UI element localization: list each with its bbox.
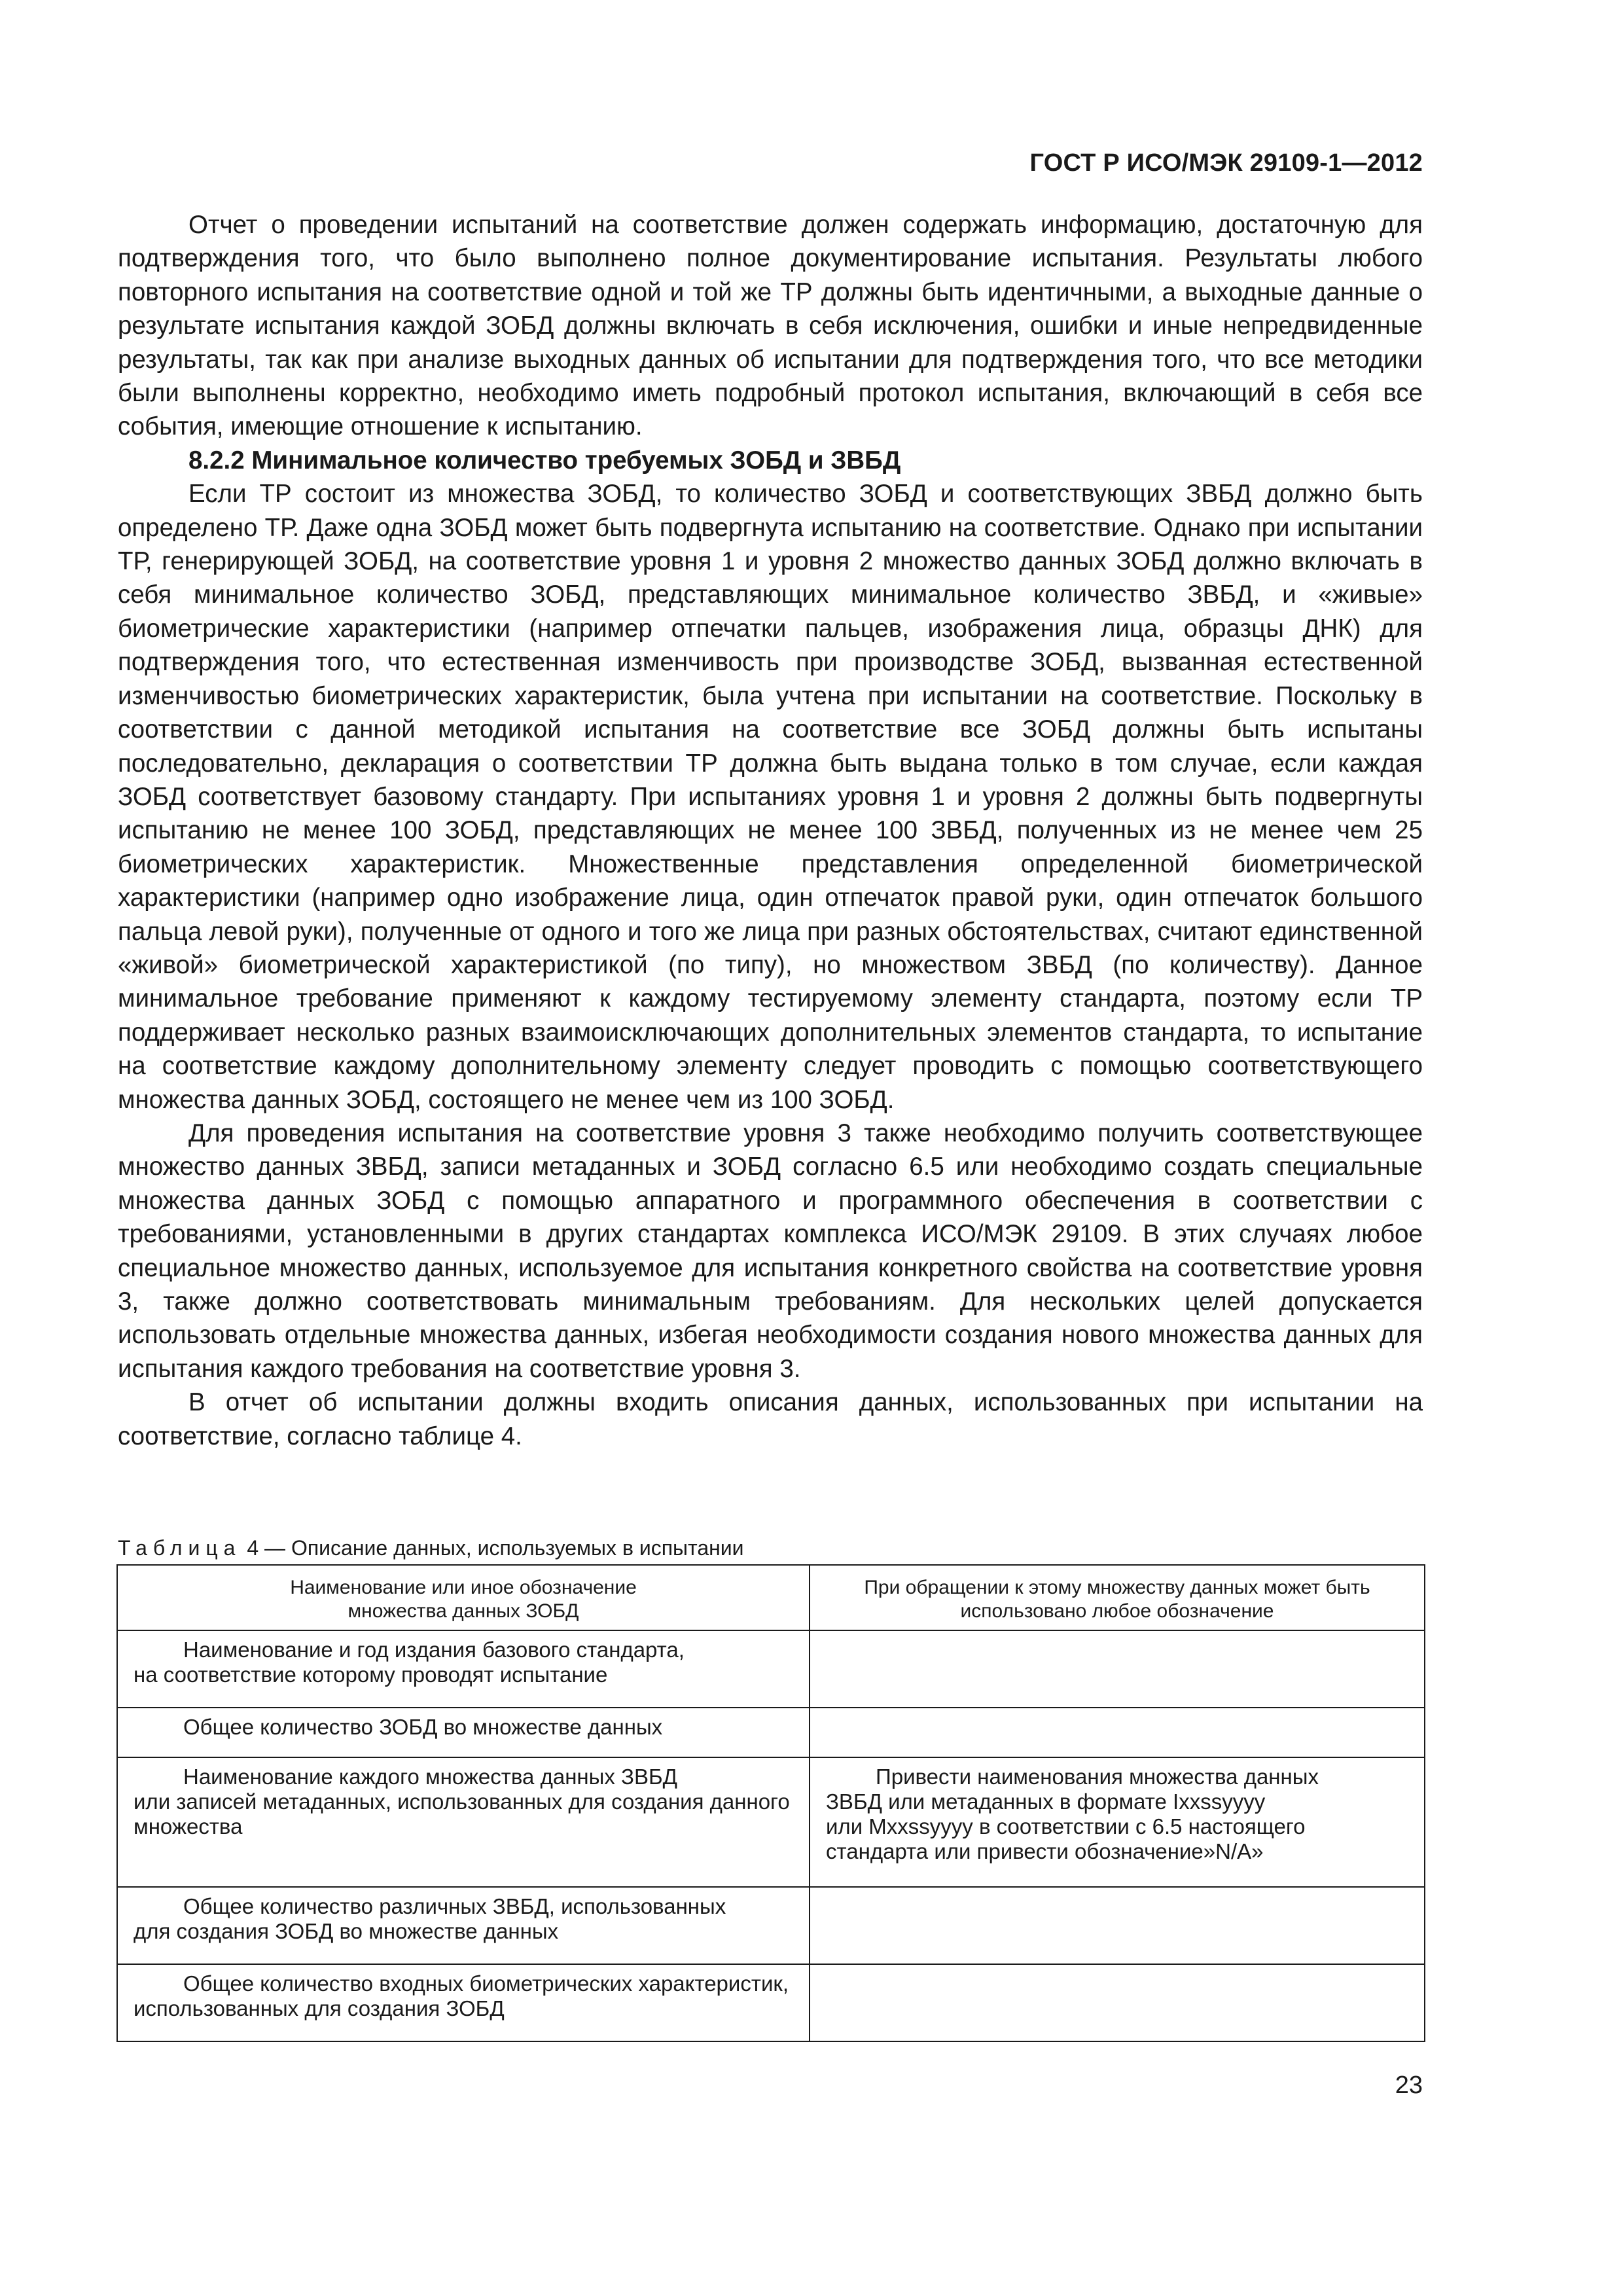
paragraph-minimum-quantity: Если ТР состоит из множества ЗОБД, то количество ЗОБД и соответствующих ЗВБД должно быть определено ТР. Даже одна ЗОБД может быть подвергнута испытанию на соответствие. Однако при испытании ТР, генерирующей ЗОБД, на соответствие уровня 1 и уровня 2 множество данных ЗОБД должно включать в себя минимальное количество ЗОБД, представляющих минимальное количество ЗВБД, и «живые» биометрические характеристики (например отпечатки пальцев, изображения лица, образцы ДНК) для подтверждения того, что естественная изменчивость при производстве ЗОБД, вызванная естественной изменчивостью биометрических характеристик, была учтена при испытании на соответствие. Поскольку в соответствии с данной методикой испытания на соответствие все ЗОБД должны быть испытаны последовательно, декларация о соответствии ТР должна быть выдана только в том случае, если каждая ЗОБД соответствует базовому стандарту. При испытаниях уровня 1 и уровня 2 должны быть подвергнуты испытанию не менее 100 ЗОБД, представляющих не менее 100 ЗВБД, полученных из не менее чем 25 биометрических характеристик. Множественные представления определенной биометрической характеристики (например одно изображение лица, один отпечаток правой руки, один отпечаток большого пальца левой руки), полученные от одного и того же лица при разных обстоятельствах, считают единственной «живой» биометрической характеристикой (по типу), но множеством ЗВБД (по количеству). Данное минимальное требование применяют к каждому тестируемому элементу стандарта, поэтому если ТР поддерживает несколько разных взаимоисключающих дополнительных элементов стандарта, то испытание на соответствие каждому дополнительному элементу следует проводить с помощью соответствующего множества данных ЗОБД, состоящего не менее чем из 100 ЗОБД. (118, 480, 1423, 1114)
table-cell-value (810, 1964, 1425, 2041)
table-cell-value (810, 1630, 1425, 1708)
table-cell-name: Общее количество входных биометрических характеристик, использованных для создания ЗОБД (117, 1964, 810, 2041)
paragraph-report-content: Отчет о проведении испытаний на соответствие должен содержать информацию, достаточную для подтверждения того, что было выполнено полное документирование испытания. Результаты любого повторного испытания на соответствие одной и той же ТР должны быть идентичными, а выходные данные о результате испытания каждой ЗОБД должны включать в себя исключения, ошибки и иные непредвиденные результаты, так как при анализе выходных данных об испытании для подтверждения того, что все методики были выполнены корректно, необходимо иметь подробный протокол испытания, включающий в себя все события, имеющие отношение к испытанию. (118, 211, 1423, 441)
document-header: ГОСТ Р ИСО/МЭК 29109-1—2012 (1029, 149, 1423, 177)
table-caption-text: 4 — Описание данных, используемых в испытании (247, 1536, 744, 1560)
document-body (118, 208, 1423, 1453)
paragraph-report-table: В отчет об испытании должны входить описания данных, использованных при испытании на соответствие, согласно таблице 4. (118, 1388, 1423, 1450)
table-cell-name: Общее количество различных ЗВБД, использованных для создания ЗОБД во множестве данных (117, 1887, 810, 1964)
table-header-name: Наименование или иное обозначение множества данных ЗОБД (117, 1565, 810, 1630)
table-cell-value (810, 1887, 1425, 1964)
table-row (117, 1630, 1425, 1708)
table-row (117, 1887, 1425, 1964)
table-row (117, 1757, 1425, 1887)
table-header-row (117, 1565, 1425, 1630)
section-title: 8.2.2 Минимальное количество требуемых ЗОБД и ЗВБД (188, 446, 901, 475)
table-caption-label: Таблица (118, 1536, 241, 1560)
data-description-table (116, 1564, 1425, 2042)
table-row (117, 1708, 1425, 1757)
table-row (117, 1964, 1425, 2041)
paragraph-level-3: Для проведения испытания на соответствие уровня 3 также необходимо получить соответствующее множество данных ЗВБД, записи метаданных и ЗОБД согласно 6.5 или необходимо создать специальные множества данных ЗОБД с помощью аппаратного и программного обеспечения в соответствии с требованиями, установленными в других стандартах комплекса ИСО/МЭК 29109. В этих случаях любое специальное множество данных, используемое для испытания конкретного свойства на соответствие уровня 3, также должно соответствовать минимальным требованиям. Для нескольких целей допускается использовать отдельные множества данных, избегая необходимости создания нового множества данных для испытания каждого требования на соответствие уровня 3. (118, 1119, 1423, 1383)
table-cell-name: Общее количество ЗОБД во множестве данных (117, 1708, 810, 1757)
table-header-designation: При обращении к этому множеству данных может быть использовано любое обозначение (810, 1565, 1425, 1630)
table-cell-name: Наименование каждого множества данных ЗВБД или записей метаданных, использованных для создания данного множества (117, 1757, 810, 1887)
table-cell-name: Наименование и год издания базового стандарта, на соответствие которому проводят испытание (117, 1630, 810, 1708)
table-cell-value: Привести наименования множества данных ЗВБД или метаданных в формате Ixxssyyyy или Mxxssyyyy в соответствии с 6.5 настоящего стандарта или привести обозначение»N/A» (810, 1757, 1425, 1887)
table-caption (118, 1535, 744, 1561)
page-number: 23 (1395, 2072, 1423, 2099)
table-cell-value (810, 1708, 1425, 1757)
